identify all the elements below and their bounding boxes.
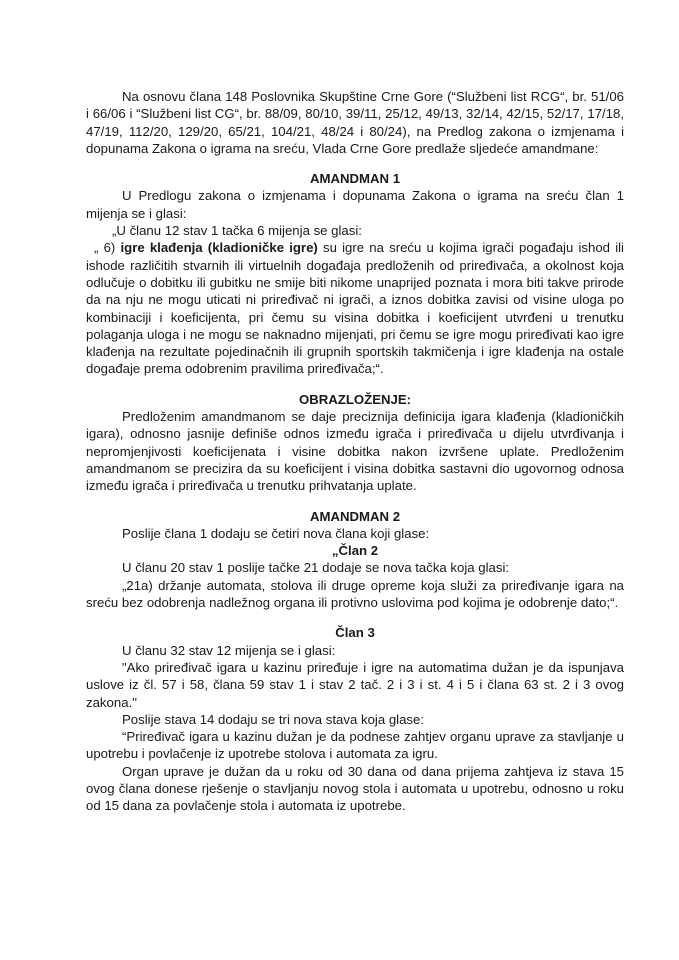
amendment-1-item-number: „ 6) (94, 240, 121, 256)
clan-3-paragraph-3: Poslije stava 14 dodaju se tri nova stava koja glase: (122, 711, 425, 727)
amendment-1-heading: AMANDMAN 1 (309, 171, 401, 187)
clan-3-paragraph-1: U članu 32 stav 12 mijenja se i glasi: (122, 642, 336, 658)
amendment-2-paragraph-1: Poslije člana 1 dodaju se četiri nova člana koji glase: (122, 525, 430, 541)
amendment-1-defined-term: igre klađenja (kladioničke igre) (120, 240, 318, 256)
explanation-heading: OBRAZLOŽENJE: (298, 391, 412, 407)
clan-2-paragraph-1: U članu 20 stav 1 poslije tačke 21 dodaje se nova tačka koja glasi: (122, 560, 510, 576)
document-page (86, 88, 624, 815)
clan-3-heading: Član 3 (335, 625, 375, 641)
clan-3-paragraph-2: "Ako priređivač igara u kazinu priređuje i igre na automatima dužan je da ispunjava uslove iz čl. 57 i 58, člana 59 stav 1 i stav 2 tač. 2 i 3 i st. 4 i 5 i člana 63 st. 2 i 3 ovog zakona." (86, 659, 624, 710)
amendment-1-paragraph-2: „U članu 12 stav 1 tačka 6 mijenja se glasi: (112, 223, 362, 239)
clan-2-paragraph-2: „21a) držanje automata, stolova ili druge opreme koja služi za priređivanje igara na sreću bez odobrenja nadležnog organa ili protivno uslovima pod kojima je odobrenje dato;“. (86, 577, 624, 611)
amendment-2-heading: AMANDMAN 2 (309, 508, 401, 524)
clan-2-heading: „Član 2 (331, 543, 379, 559)
intro-paragraph: Na osnovu člana 148 Poslovnika Skupštine Crne Gore (“Službeni list RCG“, br. 51/06 i 66/06 i “Službeni list CG“, br. 88/09, 80/10, 39/11, 25/12, 49/13, 32/14, 42/15, 52/17, 17/18, 47/19, 112/20, 129/20, 65/21, 104/21, 48/24 i 80/24), na Predlog zakona o izmjenama i dopunama Zakona o igrama na sreću, Vlada Crne Gore predlaže sljedeće amandmane: (86, 89, 624, 156)
amendment-1-paragraph-1: U Predlogu zakona o izmjenama i dopunama Zakona o igrama na sreću član 1 mijenja se i glasi: (86, 188, 624, 221)
clan-3-paragraph-4: “Priređivač igara u kazinu dužan je da podnese zahtjev organu uprave za stavljanje u upotrebu i povlačenje iz upotrebe stolova i automata za igru. (86, 729, 624, 762)
explanation-paragraph: Predloženim amandmanom se daje preciznija definicija igara klađenja (kladioničkih igara), odnosno jasnije definiše odnos između igrača i priređivača u dijelu utvrđivanja i nepromjenjivosti koeficijenata i visine dobitka nakon izvršene uplate. Predloženim amandmanom se precizira da su koeficijent i visina dobitka sastavni dio ugovornog odnosa između igrača i priređivača u trenutku prihvatanja uplate. (86, 409, 624, 494)
amendment-1-definition-text: su igre na sreću u kojima igrači pogađaju ishod ili ishode različitih stvarnih ili virtuelnih događaja predloženih od priređivača, a okolnost koja odlučuje o dobitku ili gubitku ne smije biti nikome unaprijed poznata i mora biti takve prirode da na nju ne mogu uticati ni priređivač ni igrači, a iznos dobitka zavisi od visine uloga po kombinaciji i koeficijenta, pri čemu su visina dobitka i koeficijent utvrđeni u trenutku polaganja uloga i ne mogu se naknadno mijenjati, pri čemu se igre mogu priređivati kao igre klađenja na rezultate pojedinačnih ili grupnih sportskih takmičenja i igre klađenja na ostale događaje prema odobrenim pravilima priređivača;“. (86, 240, 624, 377)
amendment-1-paragraph-3 (86, 239, 624, 377)
clan-3-paragraph-5: Organ uprave je dužan da u roku od 30 dana od dana prijema zahtjeva iz stava 15 ovog člana donese rješenje o stavljanju novog stola i automata u upotrebu, odnosno u roku od 15 dana za povlačenje stola i automata iz upotrebe. (86, 763, 624, 814)
